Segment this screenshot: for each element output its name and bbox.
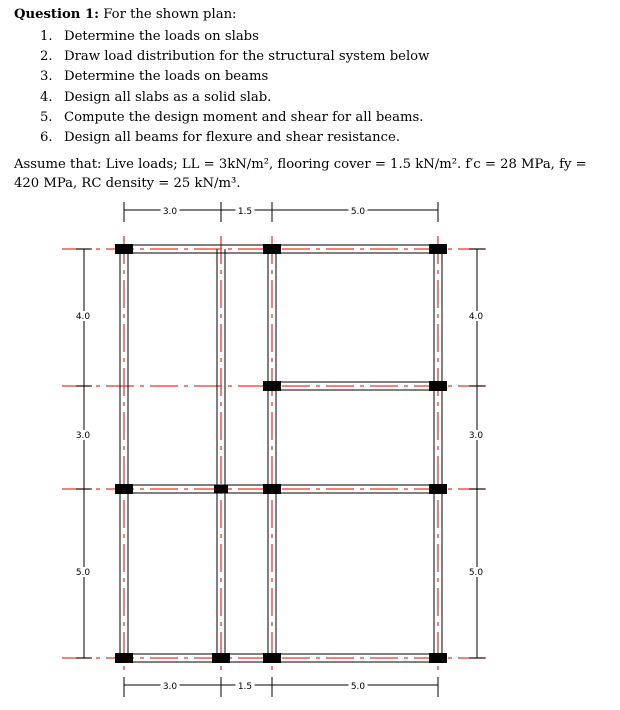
task-item [40, 108, 429, 128]
column [429, 484, 447, 494]
task-number: 2. [40, 49, 53, 65]
assumptions-line-1: Assume that: Live loads; LL = 3kN/m², flooring cover = 1.5 kN/m². f′c = 28 MPa, fy = [14, 157, 587, 172]
assumptions-line-2: 420 MPa, RC density = 25 kN/m³. [14, 176, 241, 191]
dim-label-left-span-1: 4.0 [75, 312, 91, 322]
task-number: 3. [40, 69, 53, 85]
task-number: 6. [40, 129, 53, 145]
task-text: Draw load distribution for the structural system below [64, 49, 430, 65]
question-prompt: For the shown plan: [103, 7, 237, 22]
task-text: Design all slabs as a solid slab. [64, 89, 272, 105]
columns [115, 244, 447, 663]
dim-label-bottom-span-3: 5.0 [350, 682, 366, 692]
question-label: Question 1: [14, 7, 100, 22]
dim-label-top-span-3: 5.0 [350, 207, 366, 217]
dim-label-right-span-2: 3.0 [468, 431, 484, 441]
assumptions [14, 155, 610, 193]
task-text: Determine the loads on beams [64, 69, 269, 85]
column [429, 244, 447, 254]
task-number: 4. [40, 89, 53, 105]
column [115, 484, 133, 494]
column [429, 381, 447, 391]
task-item [40, 67, 429, 87]
task-text: Design all beams for flexure and shear resistance. [64, 129, 401, 145]
dim-label-top-span-1: 3.0 [162, 207, 178, 217]
structural-plan [0, 200, 620, 710]
dim-label-top-span-2: 1.5 [237, 207, 253, 217]
column [263, 484, 281, 494]
column [212, 653, 230, 663]
dim-label-left-span-3: 5.0 [75, 568, 91, 578]
task-number: 1. [40, 29, 53, 44]
task-text: Determine the loads on slabs [64, 29, 259, 44]
dimension-labels [74, 206, 486, 692]
column [115, 653, 133, 663]
dim-label-right-span-1: 4.0 [468, 312, 484, 322]
column [115, 244, 133, 254]
column [263, 244, 281, 254]
dim-label-left-span-2: 3.0 [75, 431, 91, 441]
task-item [40, 128, 429, 148]
column [263, 381, 281, 391]
question-title [14, 7, 237, 22]
dim-label-bottom-span-1: 3.0 [162, 682, 178, 692]
column [214, 485, 228, 493]
column [263, 653, 281, 663]
task-item [40, 88, 429, 108]
task-item [40, 27, 429, 47]
dim-label-right-span-3: 5.0 [468, 568, 484, 578]
task-text: Compute the design moment and shear for all beams. [64, 109, 424, 125]
task-list [40, 27, 429, 148]
dimension-lines [76, 202, 485, 697]
beams [120, 245, 442, 662]
grid-lines [62, 236, 487, 672]
task-number: 5. [40, 109, 53, 125]
task-item [40, 47, 429, 67]
column [429, 653, 447, 663]
dim-label-bottom-span-2: 1.5 [237, 682, 253, 692]
